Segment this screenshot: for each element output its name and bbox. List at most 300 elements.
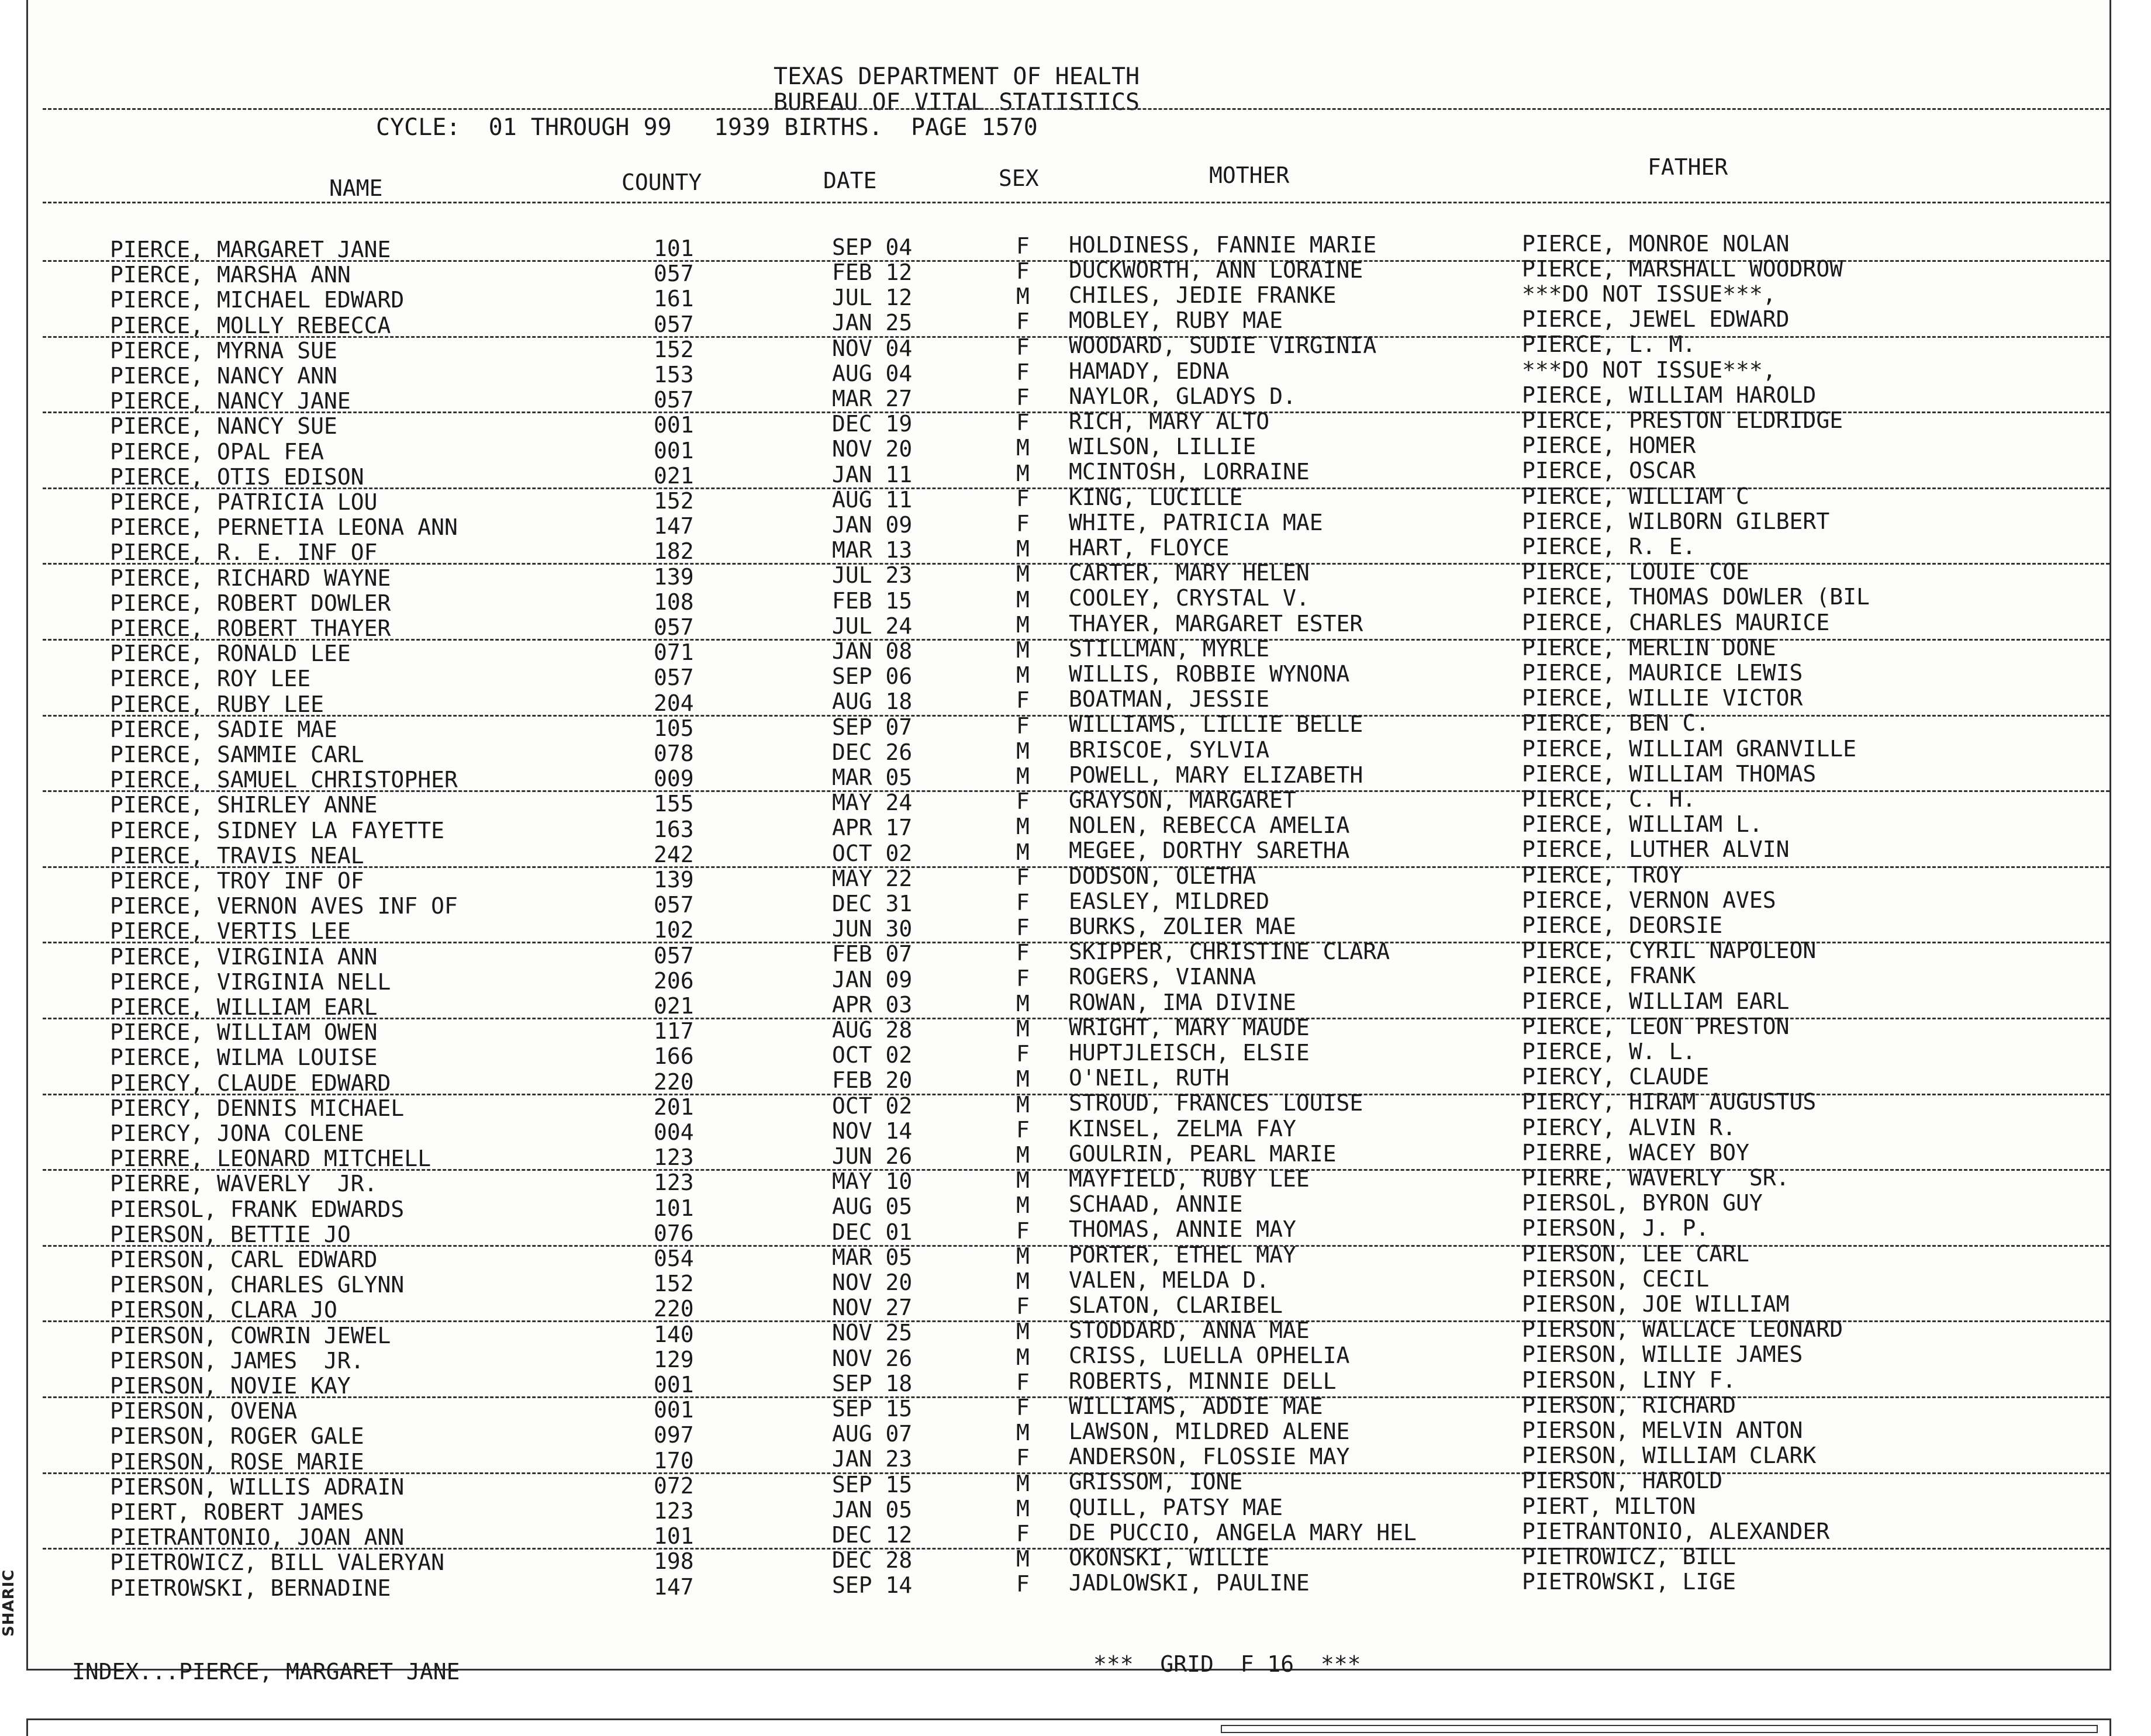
cell-county: 139 bbox=[654, 866, 694, 893]
table-row bbox=[28, 1569, 2113, 1601]
cell-sex: M bbox=[1016, 990, 1030, 1016]
records-table bbox=[28, 0, 2113, 1671]
cell-sex: F bbox=[1016, 713, 1030, 739]
cell-name: PIERCE, OTIS EDISON bbox=[110, 464, 364, 490]
cell-name: PIERCE, NANCY JANE bbox=[110, 388, 351, 414]
cell-county: 101 bbox=[654, 1195, 694, 1221]
cell-father: PIETROWSKI, LIGE bbox=[1522, 1569, 1736, 1595]
cell-county: 057 bbox=[654, 387, 694, 413]
cell-father: PIERCE, MERLIN DONE bbox=[1522, 634, 1776, 660]
cell-county: 152 bbox=[654, 487, 694, 514]
cell-sex: M bbox=[1016, 1167, 1030, 1194]
cell-name: PIERCE, ROBERT DOWLER bbox=[110, 590, 391, 616]
cell-sex: M bbox=[1016, 435, 1030, 461]
cell-name: PIERSOL, FRANK EDWARDS bbox=[110, 1196, 405, 1222]
cell-father: PIERCE, THOMAS DOWLER (BIL bbox=[1522, 584, 1870, 610]
cell-date: AUG 04 bbox=[832, 360, 913, 386]
cell-name: PIERCE, SAMMIE CARL bbox=[110, 742, 364, 767]
cell-county: 163 bbox=[654, 816, 694, 842]
cell-father: PIERSON, LEE CARL bbox=[1522, 1240, 1749, 1267]
cell-county: 101 bbox=[654, 1523, 694, 1550]
cell-county: 153 bbox=[654, 361, 694, 388]
cell-father: ***DO NOT ISSUE***, bbox=[1522, 357, 1776, 383]
cell-county: 155 bbox=[654, 791, 694, 817]
cell-name: PIERSON, COWRIN JEWEL bbox=[110, 1322, 391, 1348]
cell-mother: THAYER, MARGARET ESTER bbox=[1069, 610, 1363, 637]
cell-county: 001 bbox=[654, 437, 694, 464]
cell-name: PIERCE, WILMA LOUISE bbox=[110, 1045, 378, 1071]
cell-mother: NAYLOR, GLADYS D. bbox=[1069, 383, 1296, 409]
cell-county: 076 bbox=[654, 1220, 694, 1246]
cell-date: DEC 28 bbox=[832, 1547, 913, 1574]
cell-mother: RICH, MARY ALTO bbox=[1069, 409, 1270, 434]
cell-date: FEB 15 bbox=[832, 587, 913, 614]
column-header-county: COUNTY bbox=[622, 170, 702, 195]
cell-father: PIERCY, CLAUDE bbox=[1522, 1064, 1710, 1090]
cell-date: JAN 09 bbox=[832, 512, 913, 538]
cell-county: 182 bbox=[654, 538, 694, 565]
cell-sex: F bbox=[1016, 309, 1030, 335]
cell-county: 220 bbox=[654, 1068, 694, 1095]
cell-sex: M bbox=[1016, 561, 1030, 587]
cell-county: 170 bbox=[654, 1447, 694, 1474]
cell-mother: DUCKWORTH, ANN LORAINE bbox=[1069, 257, 1363, 283]
cell-father: PIERCE, WILBORN GILBERT bbox=[1522, 508, 1830, 534]
cell-county: 001 bbox=[654, 1371, 694, 1398]
cell-date: NOV 27 bbox=[832, 1295, 913, 1321]
cell-name: PIERRE, WAVERLY JR. bbox=[110, 1171, 378, 1197]
cell-mother: GRAYSON, MARGARET bbox=[1069, 787, 1296, 813]
cell-county: 129 bbox=[654, 1346, 694, 1372]
cell-sex: F bbox=[1016, 1294, 1030, 1320]
cell-county: 152 bbox=[654, 1271, 694, 1297]
cell-mother: MOBLEY, RUBY MAE bbox=[1069, 307, 1283, 334]
cell-mother: THOMAS, ANNIE MAY bbox=[1069, 1216, 1296, 1243]
cell-sex: M bbox=[1016, 1495, 1030, 1521]
cell-name: PIERCE, VIRGINIA ANN bbox=[110, 943, 378, 970]
cell-sex: F bbox=[1016, 940, 1030, 966]
cell-county: 198 bbox=[654, 1548, 694, 1575]
cell-county: 009 bbox=[654, 766, 694, 792]
cell-county: 057 bbox=[654, 892, 694, 918]
cell-county: 001 bbox=[654, 1397, 694, 1423]
cell-father: PIERCE, W. L. bbox=[1522, 1038, 1696, 1064]
cell-date: JAN 05 bbox=[832, 1496, 913, 1523]
cell-mother: DODSON, OLETHA bbox=[1069, 863, 1256, 889]
cell-sex: F bbox=[1016, 334, 1030, 360]
cell-mother: STROUD, FRANCES LOUISE bbox=[1069, 1090, 1363, 1116]
cell-father: PIERCY, HIRAM AUGUSTUS bbox=[1522, 1089, 1817, 1115]
cell-sex: F bbox=[1016, 1218, 1030, 1244]
cell-father: PIERCE, MARSHALL WOODROW bbox=[1522, 255, 1843, 282]
cell-sex: M bbox=[1016, 1243, 1030, 1269]
cell-date: JUL 23 bbox=[832, 562, 913, 589]
cell-date: NOV 20 bbox=[832, 1270, 913, 1295]
cell-date: JAN 09 bbox=[832, 966, 913, 993]
bureau-title: BUREAU OF VITAL STATISTICS bbox=[774, 89, 1140, 116]
cell-county: 161 bbox=[654, 286, 694, 312]
grid-label: *** GRID F 16 *** bbox=[1093, 1651, 1361, 1677]
cell-county: 220 bbox=[654, 1296, 694, 1322]
cell-date: OCT 02 bbox=[832, 1042, 913, 1068]
cell-mother: HOLDINESS, FANNIE MARIE bbox=[1069, 231, 1377, 258]
cell-father: PIERCE, MAURICE LEWIS bbox=[1522, 659, 1803, 686]
cell-date: JUL 24 bbox=[832, 613, 913, 639]
cell-county: 097 bbox=[654, 1422, 694, 1448]
cell-father: PIERSON, RICHARD bbox=[1522, 1392, 1736, 1418]
cell-date: MAY 10 bbox=[832, 1168, 913, 1195]
cell-date: DEC 01 bbox=[832, 1219, 913, 1245]
cell-sex: F bbox=[1016, 384, 1030, 410]
cell-date: FEB 20 bbox=[832, 1067, 913, 1094]
cell-father: ***DO NOT ISSUE***, bbox=[1522, 281, 1776, 307]
cell-county: 242 bbox=[654, 841, 694, 867]
cell-sex: M bbox=[1016, 1546, 1030, 1572]
cell-mother: SLATON, CLARIBEL bbox=[1069, 1292, 1283, 1318]
cell-county: 057 bbox=[654, 261, 694, 287]
cell-name: PIERCE, ROY LEE bbox=[110, 666, 311, 692]
cell-mother: DE PUCCIO, ANGELA MARY HEL bbox=[1069, 1519, 1417, 1545]
cell-sex: F bbox=[1016, 1520, 1030, 1547]
cell-mother: BOATMAN, JESSIE bbox=[1069, 686, 1270, 713]
cell-county: 147 bbox=[654, 513, 694, 540]
cell-mother: HUPTJLEISCH, ELSIE bbox=[1069, 1040, 1310, 1066]
cell-date: AUG 07 bbox=[832, 1421, 913, 1447]
cell-sex: M bbox=[1016, 814, 1030, 840]
cell-date: NOV 25 bbox=[832, 1320, 913, 1346]
cell-mother: COOLEY, CRYSTAL V. bbox=[1069, 585, 1310, 611]
cell-sex: F bbox=[1016, 687, 1030, 714]
cell-mother: MAYFIELD, RUBY LEE bbox=[1069, 1166, 1310, 1192]
cell-mother: HAMADY, EDNA bbox=[1069, 358, 1230, 384]
cell-father: PIERCE, C. H. bbox=[1522, 786, 1696, 812]
cell-date: MAR 27 bbox=[832, 386, 913, 411]
cell-name: PIERSON, OVENA bbox=[110, 1398, 298, 1424]
cell-county: 117 bbox=[654, 1018, 694, 1045]
column-header-sex: SEX bbox=[999, 165, 1039, 191]
cell-father: PIETROWICZ, BILL bbox=[1522, 1543, 1736, 1569]
cell-father: PIERCE, LEON PRESTON bbox=[1522, 1013, 1790, 1039]
cell-county: 140 bbox=[654, 1321, 694, 1347]
cell-name: PIERSON, CARL EDWARD bbox=[110, 1247, 378, 1272]
cell-sex: M bbox=[1016, 637, 1030, 663]
cell-father: PIERCE, CHARLES MAURICE bbox=[1522, 609, 1830, 635]
cell-name: PIERCE, ROBERT THAYER bbox=[110, 615, 391, 641]
record-sheet bbox=[26, 0, 2111, 1685]
cell-father: PIERCE, L. M. bbox=[1522, 331, 1696, 358]
cell-county: 206 bbox=[654, 967, 694, 994]
cell-name: PIERCY, CLAUDE EDWARD bbox=[110, 1070, 391, 1096]
cell-name: PIERSON, NOVIE KAY bbox=[110, 1373, 351, 1399]
cell-name: PIERCE, MYRNA SUE bbox=[110, 337, 337, 364]
cell-sex: M bbox=[1016, 536, 1030, 562]
cell-date: OCT 02 bbox=[832, 840, 913, 866]
cell-father: PIERCE, JEWEL EDWARD bbox=[1522, 306, 1790, 333]
cell-mother: WHITE, PATRICIA MAE bbox=[1069, 509, 1323, 535]
cell-name: PIERCE, MICHAEL EDWARD bbox=[110, 287, 405, 313]
cell-mother: O'NEIL, RUTH bbox=[1069, 1065, 1230, 1091]
cell-mother: MCINTOSH, LORRAINE bbox=[1069, 459, 1310, 485]
cell-name: PIERCE, R. E. INF OF bbox=[110, 540, 378, 566]
cell-name: PIERCE, SADIE MAE bbox=[110, 716, 337, 742]
cell-sex: M bbox=[1016, 839, 1030, 865]
cell-name: PIERCE, SAMUEL CHRISTOPHER bbox=[110, 767, 458, 793]
cell-name: PIETRANTONIO, JOAN ANN bbox=[110, 1524, 405, 1551]
cell-mother: GRISSOM, IONE bbox=[1069, 1469, 1243, 1495]
next-sheet-bar bbox=[1221, 1725, 2098, 1733]
cell-sex: M bbox=[1016, 1091, 1030, 1118]
cell-mother: CHILES, JEDIE FRANKE bbox=[1069, 282, 1337, 308]
cell-date: DEC 19 bbox=[832, 411, 913, 437]
cell-mother: VALEN, MELDA D. bbox=[1069, 1267, 1270, 1293]
cell-mother: HART, FLOYCE bbox=[1069, 535, 1230, 561]
cell-mother: SCHAAD, ANNIE bbox=[1069, 1191, 1243, 1218]
cell-county: 001 bbox=[654, 412, 694, 438]
cell-name: PIERRE, LEONARD MITCHELL bbox=[110, 1146, 431, 1172]
cell-sex: M bbox=[1016, 763, 1030, 789]
cell-county: 057 bbox=[654, 614, 694, 640]
cell-mother: PORTER, ETHEL MAY bbox=[1069, 1242, 1296, 1268]
cell-name: PIERCE, SHIRLEY ANNE bbox=[110, 792, 378, 818]
cell-name: PIERCE, OPAL FEA bbox=[110, 438, 324, 465]
cell-mother: ANDERSON, FLOSSIE MAY bbox=[1069, 1444, 1350, 1470]
cell-county: 057 bbox=[654, 311, 694, 337]
cell-mother: WILLIAMS, ADDIE MAE bbox=[1069, 1393, 1323, 1419]
cell-father: PIERCE, PRESTON ELDRIDGE bbox=[1522, 407, 1843, 433]
cell-date: MAR 13 bbox=[832, 537, 913, 563]
cell-father: PIERCE, OSCAR bbox=[1522, 458, 1696, 484]
cell-date: JAN 23 bbox=[832, 1446, 913, 1472]
cell-date: DEC 26 bbox=[832, 739, 913, 765]
cell-father: PIERSON, WALLACE LEONARD bbox=[1522, 1316, 1843, 1343]
cell-county: 078 bbox=[654, 740, 694, 766]
cell-sex: F bbox=[1016, 1571, 1030, 1597]
cell-sex: M bbox=[1016, 611, 1030, 638]
cell-name: PIERSON, CLARA JO bbox=[110, 1297, 337, 1323]
cell-sex: F bbox=[1016, 1116, 1030, 1143]
cell-date: AUG 05 bbox=[832, 1194, 913, 1220]
column-header-name: NAME bbox=[329, 175, 383, 201]
cell-father: PIERSON, LINY F. bbox=[1522, 1367, 1736, 1393]
cell-father: PIERCE, BEN C. bbox=[1522, 710, 1710, 736]
cell-name: PIERSON, ROSE MARIE bbox=[110, 1448, 364, 1475]
cell-name: PIERCY, DENNIS MICHAEL bbox=[110, 1095, 405, 1121]
cell-father: PIERCE, HOMER bbox=[1522, 433, 1696, 459]
cell-date: AUG 28 bbox=[832, 1017, 913, 1043]
cell-sex: F bbox=[1016, 1394, 1030, 1420]
cell-name: PIETROWSKI, BERNADINE bbox=[110, 1575, 391, 1601]
cell-sex: F bbox=[1016, 1041, 1030, 1067]
cell-mother: STILLMAN, MYRLE bbox=[1069, 635, 1270, 662]
cell-mother: KING, LUCILLE bbox=[1069, 484, 1243, 510]
cell-father: PIETRANTONIO, ALEXANDER bbox=[1522, 1518, 1830, 1544]
cell-county: 071 bbox=[654, 639, 694, 666]
cell-mother: QUILL, PATSY MAE bbox=[1069, 1494, 1283, 1520]
cell-date: FEB 07 bbox=[832, 941, 913, 967]
cell-date: DEC 31 bbox=[832, 891, 913, 917]
cell-county: 021 bbox=[654, 993, 694, 1019]
cell-county: 123 bbox=[654, 1144, 694, 1171]
cell-mother: EASLEY, MILDRED bbox=[1069, 888, 1270, 914]
cell-sex: M bbox=[1016, 1470, 1030, 1496]
cell-name: PIERCE, MARGARET JANE bbox=[110, 237, 391, 262]
index-line: INDEX...PIERCE, MARGARET JANE bbox=[72, 1659, 460, 1685]
cell-father: PIERCE, WILLIAM EARL bbox=[1522, 988, 1790, 1014]
cell-name: PIERCE, WILLIAM OWEN bbox=[110, 1019, 378, 1046]
cell-sex: M bbox=[1016, 1192, 1030, 1219]
cell-name: PIERCE, RONALD LEE bbox=[110, 641, 351, 667]
cell-name: PIERCE, RICHARD WAYNE bbox=[110, 565, 391, 591]
cell-county: 108 bbox=[654, 589, 694, 615]
side-stamp: SHARIC bbox=[0, 1569, 18, 1637]
cell-sex: F bbox=[1016, 410, 1030, 436]
cell-name: PIETROWICZ, BILL VALERYAN bbox=[110, 1550, 444, 1576]
cell-father: PIERSON, MELVIN ANTON bbox=[1522, 1417, 1803, 1443]
cell-sex: F bbox=[1016, 889, 1030, 915]
cell-name: PIERCE, WILLIAM EARL bbox=[110, 994, 378, 1020]
cell-name: PIERCE, PATRICIA LOU bbox=[110, 489, 378, 515]
cell-sex: M bbox=[1016, 662, 1030, 689]
cell-mother: OKONSKI, WILLIE bbox=[1069, 1545, 1270, 1571]
cell-date: JUN 26 bbox=[832, 1143, 913, 1169]
cell-father: PIERCE, LUTHER ALVIN bbox=[1522, 836, 1790, 863]
cell-mother: WRIGHT, MARY MAUDE bbox=[1069, 1014, 1310, 1040]
cell-father: PIERCE, WILLIAM L. bbox=[1522, 811, 1763, 838]
cell-father: PIERCE, MONROE NOLAN bbox=[1522, 230, 1790, 257]
cell-county: 021 bbox=[654, 462, 694, 489]
cell-county: 105 bbox=[654, 715, 694, 741]
cell-sex: F bbox=[1016, 1445, 1030, 1471]
cell-mother: ROBERTS, MINNIE DELL bbox=[1069, 1368, 1337, 1394]
cell-name: PIERCE, VERTIS LEE bbox=[110, 918, 351, 945]
cell-county: 004 bbox=[654, 1119, 694, 1145]
cell-county: 204 bbox=[654, 690, 694, 716]
cell-sex: F bbox=[1016, 789, 1030, 815]
cell-father: PIERT, MILTON bbox=[1522, 1493, 1696, 1519]
cell-mother: POWELL, MARY ELIZABETH bbox=[1069, 762, 1363, 788]
cell-name: PIERCY, JONA COLENE bbox=[110, 1121, 364, 1146]
cell-father: PIERCE, TROY bbox=[1522, 862, 1683, 888]
cell-father: PIERCE, WILLIAM THOMAS bbox=[1522, 760, 1817, 787]
cell-date: NOV 26 bbox=[832, 1345, 913, 1371]
cell-date: SEP 14 bbox=[832, 1572, 913, 1599]
cell-sex: F bbox=[1016, 258, 1030, 284]
cell-date: AUG 18 bbox=[832, 689, 913, 715]
cell-name: PIERCE, MOLLY REBECCA bbox=[110, 312, 391, 338]
cell-name: PIERCE, RUBY LEE bbox=[110, 691, 324, 717]
cell-sex: M bbox=[1016, 1066, 1030, 1092]
cell-sex: M bbox=[1016, 460, 1030, 486]
cell-father: PIERCE, R. E. bbox=[1522, 533, 1696, 559]
cell-date: SEP 15 bbox=[832, 1471, 913, 1498]
cell-county: 166 bbox=[654, 1043, 694, 1070]
cell-father: PIERSON, CECIL bbox=[1522, 1265, 1710, 1292]
cell-mother: WILLIAMS, LILLIE BELLE bbox=[1069, 711, 1363, 738]
cell-father: PIERCY, ALVIN R. bbox=[1522, 1114, 1736, 1140]
cell-sex: F bbox=[1016, 510, 1030, 537]
cell-date: SEP 18 bbox=[832, 1370, 913, 1396]
cell-sex: M bbox=[1016, 1319, 1030, 1345]
column-header-date: DATE bbox=[823, 168, 877, 193]
cell-date: JAN 08 bbox=[832, 638, 913, 664]
cell-father: PIERCE, CYRIL NAPOLEON bbox=[1522, 938, 1817, 964]
cell-father: PIERSON, HAROLD bbox=[1522, 1468, 1723, 1494]
cell-sex: M bbox=[1016, 283, 1030, 310]
cell-father: PIERCE, VERNON AVES bbox=[1522, 887, 1776, 913]
cell-name: PIERCE, TROY INF OF bbox=[110, 868, 364, 894]
cell-father: PIERCE, LOUIE COE bbox=[1522, 559, 1749, 585]
cell-date: MAY 22 bbox=[832, 865, 913, 891]
cell-mother: LAWSON, MILDRED ALENE bbox=[1069, 1419, 1350, 1444]
cell-name: PIERSON, JAMES JR. bbox=[110, 1347, 364, 1374]
cell-father: PIERRE, WACEY BOY bbox=[1522, 1139, 1749, 1166]
cell-father: PIERCE, WILLIE VICTOR bbox=[1522, 685, 1803, 711]
cell-mother: ROWAN, IMA DIVINE bbox=[1069, 989, 1296, 1015]
cell-date: JAN 11 bbox=[832, 461, 913, 487]
cell-date: AUG 11 bbox=[832, 486, 913, 513]
cell-father: PIERCE, WILLIAM HAROLD bbox=[1522, 382, 1817, 408]
cell-name: PIERCE, VIRGINIA NELL bbox=[110, 969, 391, 995]
cell-sex: M bbox=[1016, 738, 1030, 764]
cell-county: 201 bbox=[654, 1094, 694, 1120]
cell-date: JUL 12 bbox=[832, 285, 913, 311]
cell-father: PIERCE, WILLIAM C bbox=[1522, 483, 1749, 509]
cell-sex: M bbox=[1016, 586, 1030, 613]
cell-mother: SKIPPER, CHRISTINE CLARA bbox=[1069, 939, 1390, 965]
column-header-father: FATHER bbox=[1648, 154, 1728, 180]
column-header-mother: MOTHER bbox=[1209, 162, 1290, 188]
cell-date: OCT 02 bbox=[832, 1092, 913, 1119]
cell-father: PIERCE, WILLIAM GRANVILLE bbox=[1522, 735, 1856, 762]
cell-mother: WILSON, LILLIE bbox=[1069, 434, 1256, 460]
cell-sex: M bbox=[1016, 1420, 1030, 1446]
cell-name: PIERCE, SIDNEY LA FAYETTE bbox=[110, 817, 444, 843]
cell-date: SEP 15 bbox=[832, 1396, 913, 1422]
cell-county: 102 bbox=[654, 917, 694, 943]
cell-sex: F bbox=[1016, 965, 1030, 991]
cell-sex: F bbox=[1016, 1369, 1030, 1395]
cell-father: PIERCE, FRANK bbox=[1522, 963, 1696, 989]
cell-date: DEC 12 bbox=[832, 1522, 913, 1548]
cell-sex: F bbox=[1016, 864, 1030, 890]
cell-county: 139 bbox=[654, 563, 694, 590]
cell-mother: CARTER, MARY HELEN bbox=[1069, 560, 1310, 586]
cell-mother: MEGEE, DORTHY SARETHA bbox=[1069, 838, 1350, 864]
cell-county: 057 bbox=[654, 665, 694, 691]
cell-date: MAR 05 bbox=[832, 1244, 913, 1270]
cell-date: FEB 12 bbox=[832, 260, 913, 285]
cell-sex: F bbox=[1016, 485, 1030, 511]
cell-name: PIERCE, VERNON AVES INF OF bbox=[110, 893, 458, 919]
cell-date: NOV 14 bbox=[832, 1118, 913, 1144]
department-title: TEXAS DEPARTMENT OF HEALTH bbox=[774, 63, 1140, 90]
cell-date: JUN 30 bbox=[832, 916, 913, 942]
cell-date: JAN 25 bbox=[832, 310, 913, 336]
cell-date: NOV 04 bbox=[832, 335, 913, 361]
cell-sex: F bbox=[1016, 359, 1030, 385]
cell-county: 123 bbox=[654, 1170, 694, 1196]
cell-name: PIERCE, MARSHA ANN bbox=[110, 262, 351, 288]
cell-county: 152 bbox=[654, 336, 694, 362]
cell-name: PIERCE, NANCY SUE bbox=[110, 413, 337, 440]
cell-mother: STODDARD, ANNA MAE bbox=[1069, 1317, 1310, 1344]
cell-mother: ROGERS, VIANNA bbox=[1069, 964, 1256, 990]
cell-mother: BRISCOE, SYLVIA bbox=[1069, 736, 1270, 763]
cell-mother: WOODARD, SUDIE VIRGINIA bbox=[1069, 333, 1377, 359]
cell-father: PIERSON, WILLIE JAMES bbox=[1522, 1341, 1803, 1368]
cell-mother: WILLIS, ROBBIE WYNONA bbox=[1069, 661, 1350, 687]
cell-father: PIERSON, WILLIAM CLARK bbox=[1522, 1443, 1817, 1469]
